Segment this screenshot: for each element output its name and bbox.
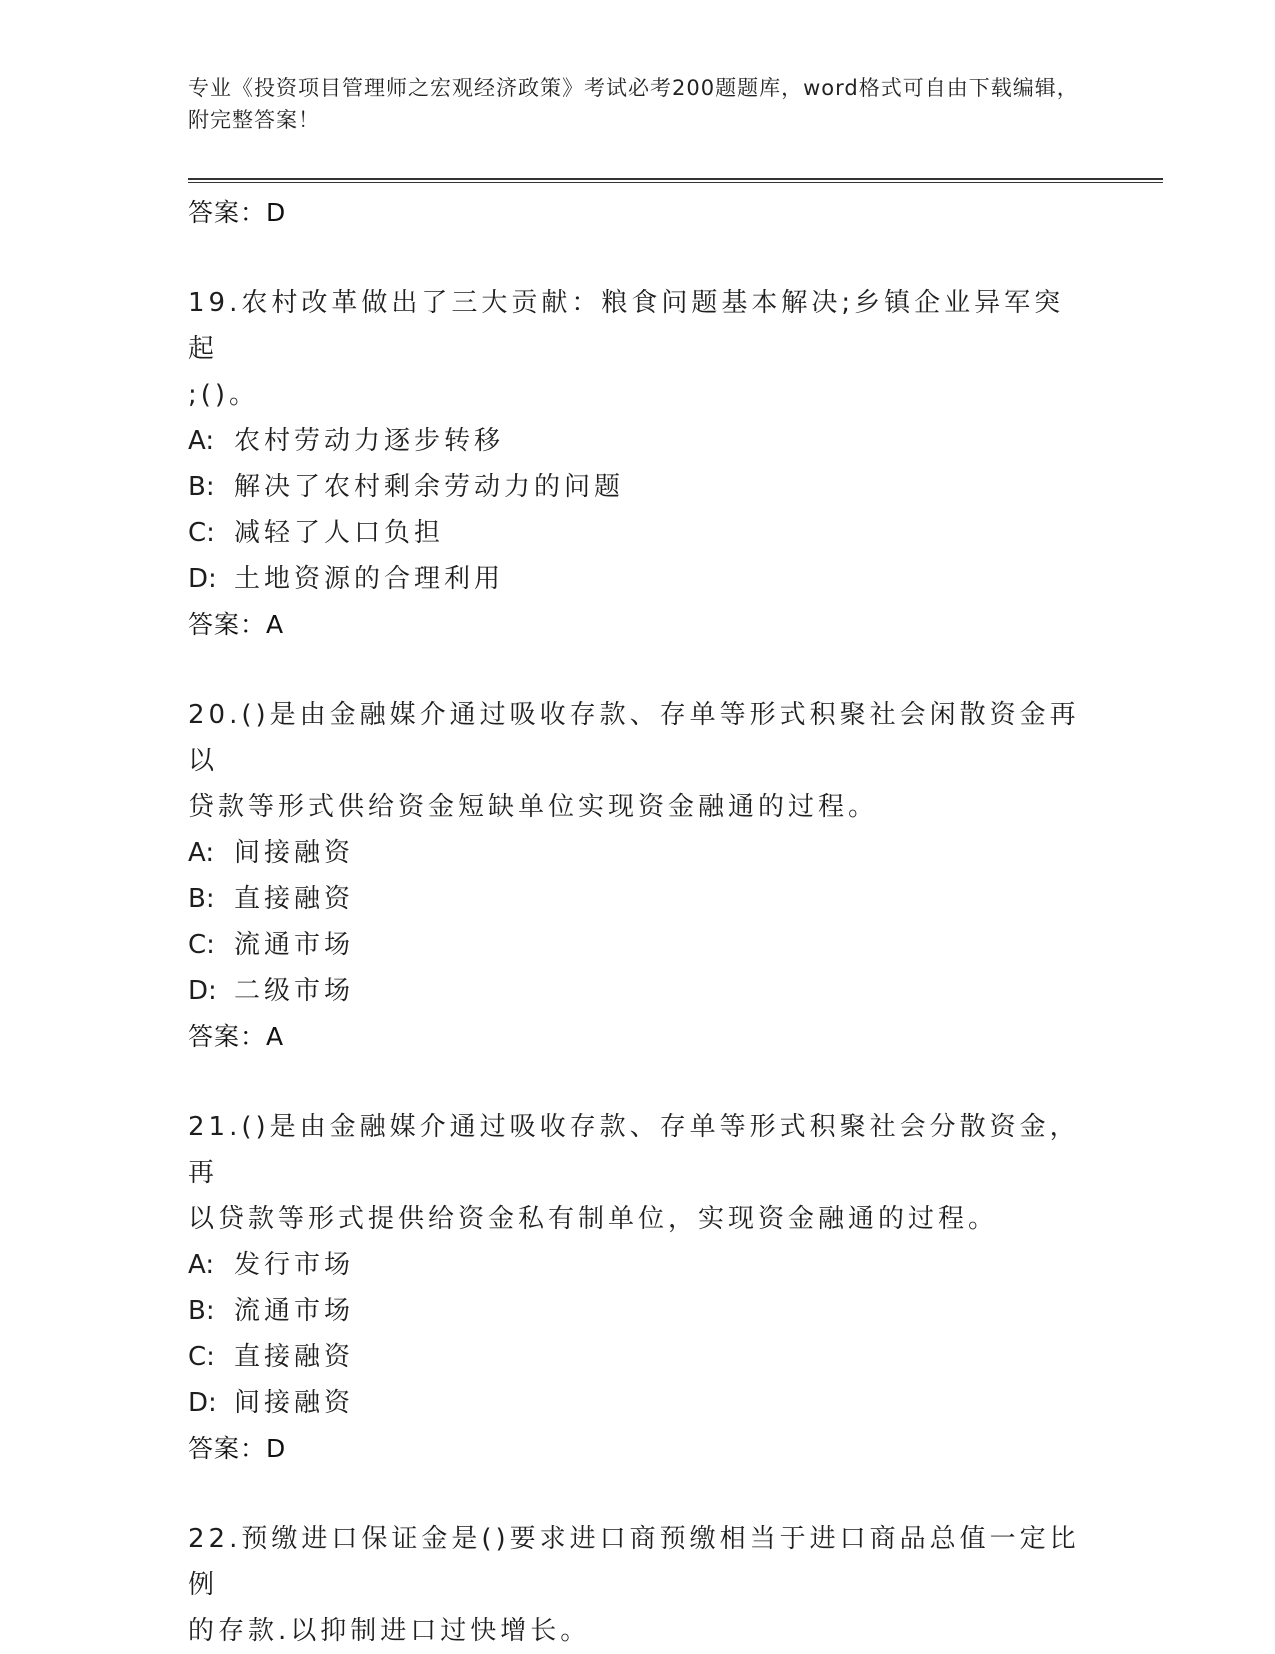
option-text: 解决了农村剩余劳动力的问题 (234, 472, 625, 502)
option-d (188, 968, 1088, 1014)
question-stem-continued: 以贷款等形式提供给资金私有制单位，实现资金融通的过程。 (188, 1204, 999, 1234)
option-text: 农村劳动力逐步转移 (234, 426, 505, 456)
option-key: A: (188, 1250, 215, 1280)
option-text: 二级市场 (234, 976, 355, 1006)
option-text: 土地资源的合理利用 (234, 564, 505, 594)
option-b (188, 876, 1088, 922)
option-d (188, 556, 1088, 602)
question-20 (188, 692, 1088, 1060)
question-stem: 19.农村改革做出了三大贡献：粮食问题基本解决;乡镇企业异军突起 (188, 288, 1065, 364)
header-divider (188, 178, 1163, 183)
option-b (188, 1288, 1088, 1334)
option-key: C: (188, 518, 215, 548)
option-text: 减轻了人口负担 (234, 518, 445, 548)
option-c (188, 922, 1088, 968)
option-d (188, 1380, 1088, 1426)
option-key: C: (188, 930, 215, 960)
option-text: 间接融资 (234, 838, 355, 868)
option-key: B: (188, 1296, 215, 1326)
option-key: B: (188, 472, 215, 502)
option-key: C: (188, 1342, 215, 1372)
question-stem-continued: 的存款.以抑制进口过快增长。 (188, 1616, 591, 1646)
question-19 (188, 280, 1088, 648)
option-c (188, 510, 1088, 556)
option-key: B: (188, 884, 215, 914)
option-a (188, 418, 1088, 464)
option-text: 流通市场 (234, 1296, 355, 1326)
question-22 (188, 1516, 1088, 1654)
option-b (188, 464, 1088, 510)
answer-line: 答案：D (188, 198, 287, 227)
option-text: 直接融资 (234, 1342, 355, 1372)
option-key: D: (188, 1388, 217, 1418)
answer-line: 答案：A (188, 610, 285, 639)
option-key: A: (188, 426, 215, 456)
document-header: 专业《投资项目管理师之宏观经济政策》考试必考200题题库，word格式可自由下载编辑，附完整答案！ (188, 76, 1079, 132)
option-a (188, 1242, 1088, 1288)
option-a (188, 830, 1088, 876)
question-stem-continued: 贷款等形式供给资金短缺单位实现资金融通的过程。 (188, 792, 879, 822)
option-key: A: (188, 838, 215, 868)
option-text: 发行市场 (234, 1250, 355, 1280)
option-text: 直接融资 (234, 884, 355, 914)
answer-line: 答案：D (188, 1434, 287, 1463)
option-text: 流通市场 (234, 930, 355, 960)
document-body (188, 190, 1088, 1654)
question-21 (188, 1104, 1088, 1472)
answer-line: 答案：A (188, 1022, 285, 1051)
option-key: D: (188, 564, 217, 594)
question-stem: 20.()是由金融媒介通过吸收存款、存单等形式积聚社会闲散资金再以 (188, 700, 1080, 776)
option-c (188, 1334, 1088, 1380)
option-text: 间接融资 (234, 1388, 355, 1418)
option-key: D: (188, 976, 217, 1006)
question-stem-continued: ;()。 (188, 380, 260, 410)
question-stem: 21.()是由金融媒介通过吸收存款、存单等形式积聚社会分散资金，再 (188, 1112, 1080, 1188)
question-stem: 22.预缴进口保证金是()要求进口商预缴相当于进口商品总值一定比例 (188, 1524, 1080, 1600)
